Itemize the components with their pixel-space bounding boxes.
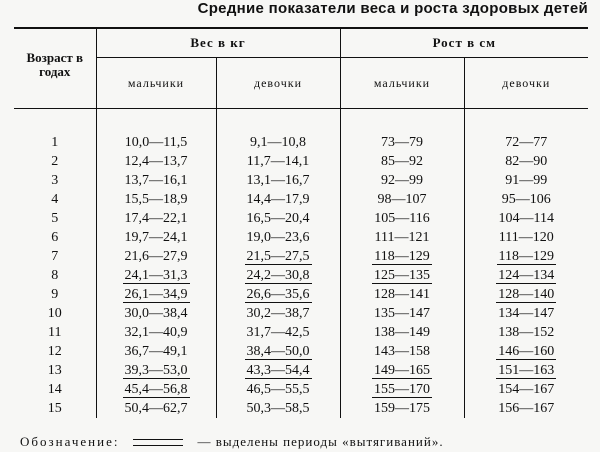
value-text: 135—147 <box>374 305 431 321</box>
value-cell-wg <box>216 361 340 380</box>
age-cell: 9 <box>51 286 59 302</box>
value-text: 134—147 <box>498 305 555 321</box>
age-cell: 14 <box>47 381 62 397</box>
value-cell-wb <box>96 380 216 399</box>
table-row <box>14 399 588 418</box>
value-text: 125—135 <box>374 267 431 283</box>
table-row <box>14 304 588 323</box>
value-cell-hg <box>464 285 588 304</box>
value-text: 73—79 <box>381 134 424 150</box>
table-row <box>14 285 588 304</box>
value-cell-hg <box>464 171 588 190</box>
value-cell-hb <box>340 133 464 152</box>
value-cell-wg <box>216 399 340 418</box>
value-text: 50,4—62,7 <box>124 400 188 416</box>
value-cell-hg <box>464 209 588 228</box>
value-text: 26,1—34,9 <box>124 286 188 302</box>
age-cell: 6 <box>51 229 59 245</box>
value-text: 95—106 <box>501 191 551 207</box>
value-text: 138—149 <box>374 324 431 340</box>
value-cell-hg <box>464 380 588 399</box>
value-cell-wb <box>96 133 216 152</box>
value-cell-wb <box>96 361 216 380</box>
table-row <box>14 171 588 190</box>
value-text: 156—167 <box>498 400 555 416</box>
value-text: 159—175 <box>374 400 431 416</box>
age-cell: 3 <box>51 172 59 188</box>
age-cell: 10 <box>47 305 62 321</box>
value-cell-wg <box>216 209 340 228</box>
age-cell: 11 <box>48 324 62 340</box>
value-text: 118—129 <box>498 248 555 264</box>
value-cell-hg <box>464 323 588 342</box>
value-cell-wb <box>96 190 216 209</box>
value-text: 149—165 <box>374 362 431 378</box>
height-header: Рост в см <box>340 28 588 58</box>
value-cell-hg <box>464 190 588 209</box>
value-text: 30,2—38,7 <box>246 305 310 321</box>
age-cell: 7 <box>51 248 59 264</box>
value-text: 45,4—56,8 <box>124 381 188 397</box>
value-cell-wg <box>216 380 340 399</box>
value-text: 15,5—18,9 <box>124 191 188 207</box>
value-text: 143—158 <box>374 343 431 359</box>
table-row <box>14 152 588 171</box>
value-text: 105—116 <box>374 210 430 226</box>
value-cell-hg <box>464 133 588 152</box>
value-cell-wb <box>96 342 216 361</box>
value-cell-wb <box>96 304 216 323</box>
value-cell-wb <box>96 209 216 228</box>
value-text: 32,1—40,9 <box>124 324 188 340</box>
age-cell: 15 <box>47 400 62 416</box>
value-text: 46,5—55,5 <box>246 381 310 397</box>
legend-double-line-icon <box>133 439 183 446</box>
growth-table <box>14 27 588 418</box>
value-cell-hb <box>340 323 464 342</box>
value-cell-hg <box>464 152 588 171</box>
value-cell-wg <box>216 304 340 323</box>
value-cell-hb <box>340 266 464 285</box>
value-text: 13,7—16,1 <box>124 172 188 188</box>
weight-header: Вес в кг <box>96 28 340 58</box>
value-text: 85—92 <box>381 153 424 169</box>
value-text: 19,7—24,1 <box>124 229 188 245</box>
age-cell: 1 <box>51 134 59 150</box>
value-text: 92—99 <box>381 172 424 188</box>
value-cell-wb <box>96 323 216 342</box>
value-cell-hb <box>340 304 464 323</box>
age-cell: 8 <box>51 267 59 283</box>
value-cell-hb <box>340 361 464 380</box>
value-text: 38,4—50,0 <box>246 343 310 359</box>
value-cell-hb <box>340 342 464 361</box>
value-cell-hb <box>340 247 464 266</box>
height-boys-header: мальчики <box>340 58 464 109</box>
value-text: 154—167 <box>498 381 555 397</box>
value-cell-wg <box>216 285 340 304</box>
legend <box>20 434 444 450</box>
value-text: 31,7—42,5 <box>246 324 310 340</box>
age-cell: 2 <box>51 153 59 169</box>
value-text: 104—114 <box>498 210 555 226</box>
value-cell-wb <box>96 171 216 190</box>
table-row <box>14 133 588 152</box>
value-cell-wg <box>216 152 340 171</box>
age-header-label: Возраст в годах <box>26 50 84 79</box>
page-title: Средние показатели веса и роста здоровых детей <box>197 0 588 17</box>
table-row <box>14 190 588 209</box>
value-text: 14,4—17,9 <box>246 191 310 207</box>
value-cell-hg <box>464 247 588 266</box>
value-text: 26,6—35,6 <box>246 286 310 302</box>
age-cell: 12 <box>47 343 62 359</box>
value-cell-wb <box>96 152 216 171</box>
value-text: 91—99 <box>505 172 548 188</box>
value-text: 146—160 <box>498 343 555 359</box>
value-text: 21,5—27,5 <box>246 248 310 264</box>
value-text: 138—152 <box>498 324 555 340</box>
value-text: 128—141 <box>374 286 431 302</box>
table-row <box>14 323 588 342</box>
value-text: 50,3—58,5 <box>246 400 310 416</box>
value-text: 17,4—22,1 <box>124 210 188 226</box>
value-text: 72—77 <box>505 134 548 150</box>
value-cell-wb <box>96 266 216 285</box>
table-row <box>14 380 588 399</box>
value-text: 16,5—20,4 <box>246 210 310 226</box>
value-text: 98—107 <box>377 191 427 207</box>
value-text: 82—90 <box>505 153 548 169</box>
value-cell-hg <box>464 361 588 380</box>
height-girls-header: девочки <box>464 58 588 109</box>
value-cell-wb <box>96 285 216 304</box>
value-text: 19,0—23,6 <box>246 229 310 245</box>
value-text: 36,7—49,1 <box>124 343 188 359</box>
table-row <box>14 228 588 247</box>
value-cell-wb <box>96 399 216 418</box>
value-cell-hb <box>340 285 464 304</box>
value-cell-wg <box>216 171 340 190</box>
value-cell-hg <box>464 228 588 247</box>
table-body <box>14 133 588 418</box>
value-cell-wg <box>216 323 340 342</box>
value-cell-hb <box>340 152 464 171</box>
value-cell-hg <box>464 304 588 323</box>
value-text: 24,1—31,3 <box>124 267 188 283</box>
value-cell-hg <box>464 266 588 285</box>
value-cell-wb <box>96 228 216 247</box>
value-text: 43,3—54,4 <box>246 362 310 378</box>
value-text: 124—134 <box>498 267 555 283</box>
value-cell-hb <box>340 190 464 209</box>
value-cell-hb <box>340 209 464 228</box>
value-cell-wg <box>216 247 340 266</box>
weight-girls-header: девочки <box>216 58 340 109</box>
value-text: 13,1—16,7 <box>246 172 310 188</box>
value-cell-wg <box>216 266 340 285</box>
weight-boys-header: мальчики <box>96 58 216 109</box>
value-cell-hb <box>340 171 464 190</box>
value-cell-hb <box>340 228 464 247</box>
value-cell-wg <box>216 133 340 152</box>
value-text: 11,7—14,1 <box>246 153 310 169</box>
value-cell-hg <box>464 342 588 361</box>
age-header <box>14 28 96 109</box>
age-cell: 5 <box>51 210 59 226</box>
value-text: 24,2—30,8 <box>246 267 310 283</box>
value-cell-hg <box>464 399 588 418</box>
value-text: 9,1—10,8 <box>250 134 306 150</box>
value-cell-hb <box>340 399 464 418</box>
legend-label: Обозначение: <box>20 434 120 449</box>
legend-text: — выделены периоды «вытягиваний». <box>197 434 444 449</box>
value-text: 21,6—27,9 <box>124 248 188 264</box>
table-row <box>14 209 588 228</box>
table-row <box>14 247 588 266</box>
value-text: 12,4—13,7 <box>124 153 188 169</box>
table-row <box>14 342 588 361</box>
value-text: 111—120 <box>498 229 554 245</box>
value-cell-wb <box>96 247 216 266</box>
value-cell-wg <box>216 228 340 247</box>
value-text: 39,3—53,0 <box>124 362 188 378</box>
value-text: 111—121 <box>374 229 430 245</box>
value-text: 118—129 <box>374 248 430 264</box>
value-text: 151—163 <box>498 362 555 378</box>
value-text: 10,0—11,5 <box>124 134 188 150</box>
value-text: 30,0—38,4 <box>124 305 188 321</box>
value-cell-wg <box>216 190 340 209</box>
age-cell: 4 <box>51 191 59 207</box>
value-text: 128—140 <box>498 286 555 302</box>
table-row <box>14 361 588 380</box>
value-cell-hb <box>340 380 464 399</box>
age-cell: 13 <box>47 362 62 378</box>
value-text: 155—170 <box>374 381 431 397</box>
table-row <box>14 266 588 285</box>
value-cell-wg <box>216 342 340 361</box>
